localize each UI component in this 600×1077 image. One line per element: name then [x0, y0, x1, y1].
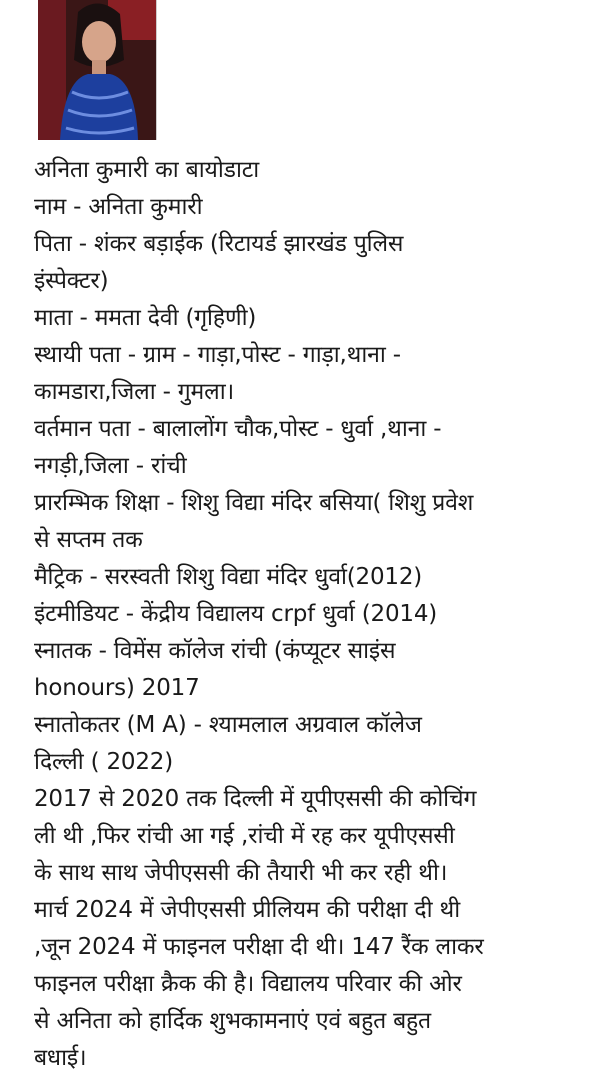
post-graduation-line-1: स्नातोकतर (M A) - श्यामलाल अग्रवाल कॉलेज — [34, 712, 422, 738]
current-address-line-2: नगड़ी,जिला - रांची — [34, 453, 187, 479]
name-line: नाम - अनिता कुमारी — [34, 194, 203, 220]
father-line-1: पिता - शंकर बड़ाईक (रिटायर्ड झारखंड पुलिस — [34, 231, 404, 257]
intermediate-line: इंटमीडियट - केंद्रीय विद्यालय crpf धुर्वा (2014) — [34, 601, 438, 627]
portrait-illustration — [38, 0, 156, 140]
paragraph-line-7: से अनिता को हार्दिक शुभकामनाएं एवं बहुत बहुत — [34, 1008, 431, 1034]
current-address-line-1: वर्तमान पता - बालालोंग चौक,पोस्ट - धुर्वा ,थाना - — [34, 416, 442, 442]
paragraph-line-6: फाइनल परीक्षा क्रैक की है। विद्यालय परिवार की ओर — [34, 971, 462, 997]
paragraph-line-1: 2017 से 2020 तक दिल्ली में यूपीएससी की कोचिंग — [34, 786, 477, 812]
permanent-address-line-2: कामडारा,जिला - गुमला। — [34, 379, 234, 405]
paragraph-line-8: बधाई। — [34, 1045, 87, 1071]
matric-line: मैट्रिक - सरस्वती शिशु विद्या मंदिर धुर्वा(2012) — [34, 564, 423, 590]
father-line-2: इंस्पेक्टर) — [34, 268, 109, 294]
primary-education-line-1: प्रारम्भिक शिक्षा - शिशु विद्या मंदिर बसिया( शिशु प्रवेश — [34, 490, 474, 516]
paragraph-line-2: ली थी ,फिर रांची आ गई ,रांची में रह कर यूपीएससी — [34, 823, 455, 849]
paragraph-line-5: ,जून 2024 में फाइनल परीक्षा दी थी। 147 रैंक लाकर — [34, 934, 484, 960]
biodata-title: अनिता कुमारी का बायोडाटा — [34, 157, 260, 183]
post-graduation-line-2: दिल्ली ( 2022) — [34, 749, 173, 775]
mother-line: माता - ममता देवी (गृहिणी) — [34, 305, 257, 331]
portrait-photo — [38, 0, 157, 140]
biodata-text — [34, 152, 574, 1077]
paragraph-line-3: के साथ साथ जेपीएससी की तैयारी भी कर रही थी। — [34, 860, 448, 886]
primary-education-line-2: से सप्तम तक — [34, 527, 143, 553]
graduation-line-1: स्नातक - विमेंस कॉलेज रांची (कंप्यूटर साइंस — [34, 638, 396, 664]
paragraph-line-4: मार्च 2024 में जेपीएससी प्रीलियम की परीक्षा दी थी — [34, 897, 460, 923]
graduation-line-2: honours) 2017 — [34, 675, 200, 701]
permanent-address-line-1: स्थायी पता - ग्राम - गाड़ा,पोस्ट - गाड़ा,थाना - — [34, 342, 401, 368]
